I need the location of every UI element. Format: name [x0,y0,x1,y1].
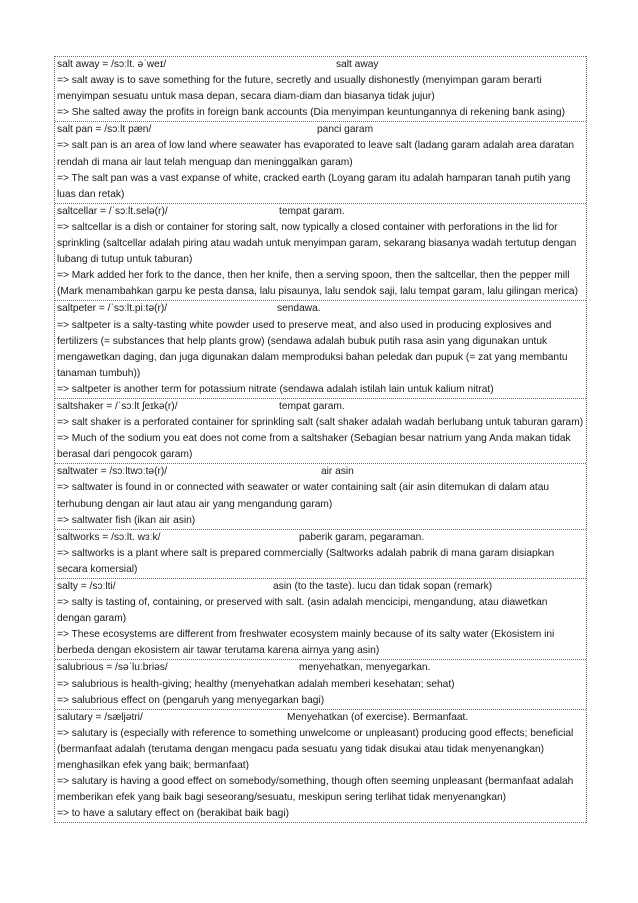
meaning: menyehatkan, menyegarkan. [299,662,431,674]
entry-head [57,57,584,73]
example-line: => to have a salutary effect on (berakibat baik bagi) [57,808,290,820]
headword: salt away = /sɔːlt. əˈweɪ/ [57,59,167,70]
meaning: paberik garam, pegaraman. [299,531,425,543]
example-line: => These ecosystems are different from freshwater ecosystem mainly because of its salty water (Ekosistem ini berbeda dengan ekosistem air tawar terutama karena airnya yang asin) [57,629,555,657]
meaning: tempat garam. [279,400,345,412]
meaning: salt away [336,59,379,70]
entry-head [57,530,584,546]
headword: salt pan = /sɔːlt pæn/ [57,124,152,136]
definition-line: => saltwater is found in or connected with seawater or water containing salt (air asin ditemukan di dalam atau terhubung dengan air laut atau air yang mengandung garam) [57,482,550,510]
entry-salt-pan [55,121,586,202]
definition-line: => saltworks is a plant where salt is prepared commercially (Saltworks adalah pabrik di mana garam disiapkan secara komersial) [57,547,555,575]
entry-saltpeter [55,300,586,398]
definition-line: => salty is tasting of, containing, or preserved with salt. (asin adalah mencicipi, mengandung, atau diawetkan dengan garam) [57,597,548,625]
meaning: asin (to the taste). lucu dan tidak sopan (remark) [273,581,493,592]
example-line: => She salted away the profits in foreign bank accounts (Dia menyimpan keuntungannya di rekening bank asing) [57,107,565,119]
definition-line: => salt away is to save something for the future, secretly and usually dishonestly (menyimpan garam berarti menyimpan sesuatu untuk masa depan, secara diam-diam dan biasanya tidak jujur) [57,75,542,103]
meaning: sendawa. [277,303,321,315]
meaning: Menyehatkan (of exercise). Bermanfaat. [287,711,469,723]
entry-head [57,301,584,317]
headword: saltwater = /sɔːltwɔːtə(r)/ [57,466,168,478]
meaning: tempat garam. [279,205,345,217]
entry-salty [55,578,586,659]
example-line: => saltwater fish (ikan air asin) [57,514,196,526]
entry-head [57,710,584,726]
entry-salt-away [55,56,586,121]
meaning: air asin [321,466,354,478]
definition-line: => salt pan is an area of low land where seawater has evaporated to leave salt (ladang garam adalah area daratan rendah di mana air laut telah menguap dan meninggalkan garam) [57,140,575,168]
entry-head [57,660,584,676]
entry-salutary [55,709,586,824]
definition-line: => salubrious is health-giving; healthy (menyehatkan adalah memberi kesehatan; sehat) [57,678,455,690]
example-line: => Mark added her fork to the dance, then her knife, then a serving spoon, then the saltcellar, then the pepper mill (Mark menambahkan garpu ke pesta dansa, lalu pisaunya, lalu sendok saji, lalu tempat garam, lalu gilingan merica) [57,270,578,298]
entry-head [57,464,584,480]
entry-head [57,399,584,415]
headword: saltcellar = /ˈsɔːlt.selə(r)/ [57,205,168,217]
entry-head [57,122,584,138]
definition-line: => saltcellar is a dish or container for storing salt, now typically a closed container with perforations in the lid for sprinkling (saltcellar adalah piring atau wadah untuk menyimpan garam, sekarang biasanya wadah tertutup dengan lubang di tutup untuk taburan) [57,221,577,266]
headword: salutary = /sæljətri/ [57,711,143,723]
entry-head [57,579,584,595]
example-line: => salubrious effect on (pengaruh yang menyegarkan bagi) [57,694,325,706]
definition-line: => saltpeter is a salty-tasting white powder used to preserve meat, and also used in producing explosives and fertilizers (= substances that help plants grow) (sendawa adalah bubuk putih rasa asin yang digunakan untuk mengawetkan daging, dan juga digunakan dalam memproduksi bahan peledak dan pupuk (= zat yang membantu tanaman tumbuh)) [57,319,568,379]
definition-line: => salutary is (especially with reference to something unwelcome or unpleasant) producing good effects; beneficial (bermanfaat adalah (terutama dengan mengacu pada sesuatu yang tidak disukai atau tidak menyenangkan) menghasilkan efek yang baik; bermanfaat) [57,727,574,772]
example-line: => The salt pan was a vast expanse of white, cracked earth (Loyang garam itu adalah hamparan tanah putih yang luas dan retak) [57,172,571,200]
entry-saltshaker [55,398,586,463]
example-line: => Much of the sodium you eat does not come from a saltshaker (Sebagian besar natrium yang Anda makan tidak berasal dari pengocok garam) [57,433,571,461]
definition-line: => salutary is having a good effect on somebody/something, though often seeming unpleasant (bermanfaat adalah memberikan efek yang baik bagi seseorang/sesuatu, meskipun sering terlihat tidak menyenangkan) [57,776,574,804]
entry-saltwater [55,463,586,528]
headword: salty = /sɔːlti/ [57,581,116,592]
definition-line: => saltpeter is another term for potassium nitrate (sendawa adalah istilah lain untuk kalium nitrat) [57,383,494,395]
meaning: panci garam [317,124,374,136]
definition-line: => salt shaker is a perforated container for sprinkling salt (salt shaker adalah wadah berlubang untuk taburan garam) [57,417,584,429]
entry-saltworks [55,529,586,578]
headword: saltworks = /sɔːlt. wɜːk/ [57,531,161,543]
dictionary-list [54,56,587,823]
entry-head [57,204,584,220]
headword: saltshaker = /ˈsɔːlt ʃeɪkə(r)/ [57,400,178,412]
entry-saltcellar [55,203,586,301]
headword: salubrious = /səˈluːbriəs/ [57,662,168,674]
headword: saltpeter = /ˈsɔːlt.piːtə(r)/ [57,303,168,315]
entry-salubrious [55,659,586,708]
